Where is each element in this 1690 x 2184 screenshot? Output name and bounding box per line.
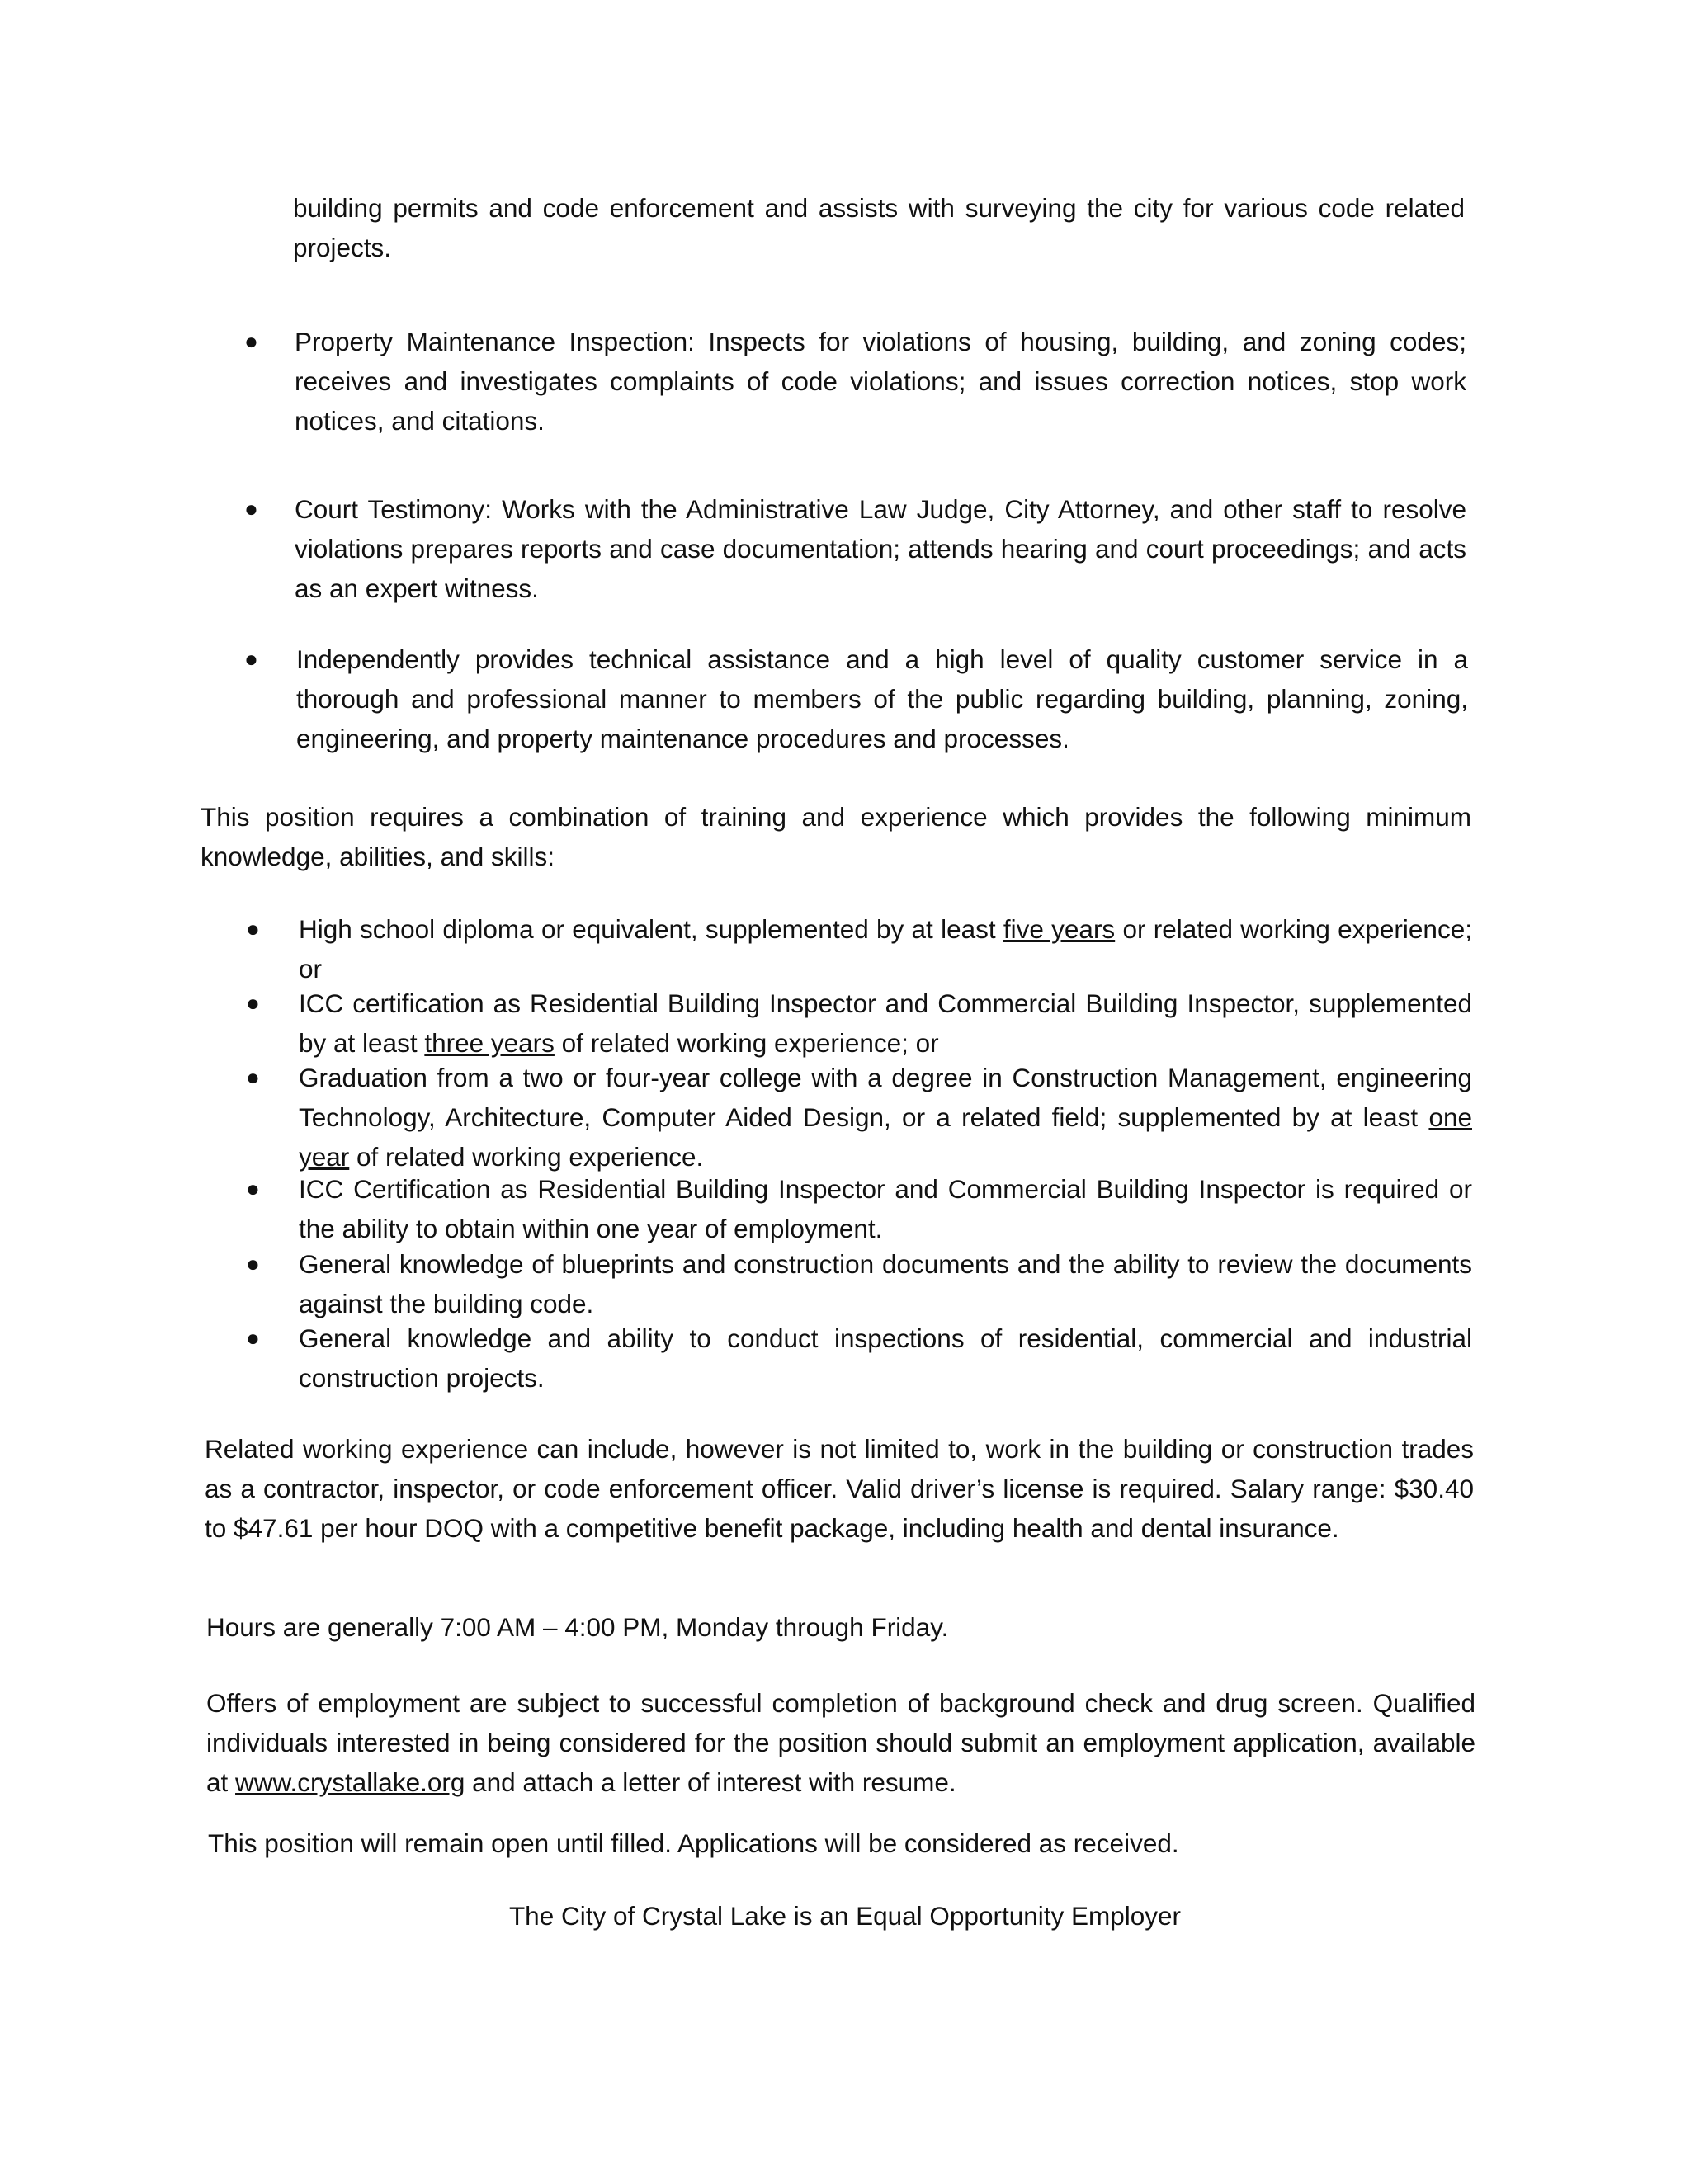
duty-lead: Court Testimony: <box>295 494 493 524</box>
requirement-item <box>299 984 1472 1063</box>
hours-paragraph: Hours are generally 7:00 AM – 4:00 PM, Monday through Friday. <box>206 1612 949 1642</box>
duty-text: Works with the Administrative Law Judge, City Attorney, and other staff to resolve violations prepares reports and case documentation; attends hearing and court proceedings; and acts as an expert witness. <box>295 494 1466 603</box>
requirement-item <box>299 1169 1472 1248</box>
bullet-icon: ● <box>246 1064 260 1090</box>
requirement-item <box>299 1244 1472 1323</box>
duty-lead: Property Maintenance Inspection: <box>295 327 695 356</box>
requirement-text: General knowledge and ability to conduct inspections of residential, commercial and industrial construction projects. <box>299 1323 1472 1393</box>
bullet-icon: ● <box>246 1176 260 1201</box>
intro-continuation: building permits and code enforcement and assists with surveying the city for various code related projects. <box>293 193 1465 262</box>
requirement-text: High school diploma or equivalent, supplemented by at least <box>299 914 1003 944</box>
bullet-icon: ● <box>246 916 260 941</box>
offers-text: Offers of employment are subject to successful completion of background check and drug screen. Qualified individuals interested in being considered for the position should submit an employment application, available at <box>206 1688 1475 1797</box>
bullet-icon: ● <box>244 328 258 354</box>
requirement-emphasis: five years <box>1003 914 1116 944</box>
duty-item <box>295 322 1466 441</box>
requirement-emphasis: one year <box>299 1102 1472 1172</box>
duty-text: Inspects for violations of housing, building, and zoning codes; receives and investigates complaints of code violations; and issues correction notices, stop work notices, and citations. <box>295 327 1466 436</box>
requirement-item <box>299 909 1472 988</box>
duty-text: Independently provides technical assistance and a high level of quality customer service in a thorough and professional manner to members of the public regarding building, planning, zoning, engineering, and property maintenance procedures and processes. <box>296 644 1468 753</box>
bullet-icon: ● <box>246 1251 260 1276</box>
requirement-text: Graduation from a two or four-year college with a degree in Construction Management, engineering Technology, Architecture, Computer Aided Design, or a related field; supplemented by at least <box>299 1063 1472 1132</box>
website-link[interactable]: www.crystallake.org <box>235 1767 465 1797</box>
open-until-paragraph: This position will remain open until filled. Applications will be considered as received. <box>208 1828 1179 1858</box>
bullet-icon: ● <box>246 990 260 1016</box>
requirement-item <box>299 1318 1472 1398</box>
bullet-icon: ● <box>244 646 258 672</box>
requirement-text: ICC Certification as Residential Building Inspector and Commercial Building Inspector is required or the ability to obtain within one year of employment. <box>299 1174 1472 1243</box>
requirement-emphasis: three years <box>424 1028 555 1058</box>
requirement-text-end: of related working experience; or <box>554 1028 939 1058</box>
offers-paragraph <box>206 1683 1475 1802</box>
requirements-intro: This position requires a combination of training and experience which provides the following minimum knowledge, abilities, and skills: <box>201 802 1471 871</box>
requirement-text-end: of related working experience. <box>349 1142 704 1172</box>
related-experience-paragraph: Related working experience can include, however is not limited to, work in the building or construction trades as a contractor, inspector, or code enforcement officer. Valid driver’s license is required. Salary range: $30.40 to $47.61 per hour DOQ with a competitive benefit package, including health and dental insurance. <box>205 1434 1474 1543</box>
requirement-text-end: or related working experience; or <box>299 914 1472 984</box>
duty-item <box>296 639 1468 758</box>
equal-opportunity-footer: The City of Crystal Lake is an Equal Opportunity Employer <box>508 1901 1182 1931</box>
duty-item <box>295 489 1466 608</box>
bullet-icon: ● <box>244 496 258 521</box>
bullet-icon: ● <box>246 1325 260 1351</box>
offers-text-end: and attach a letter of interest with resume. <box>465 1767 956 1797</box>
requirement-item <box>299 1058 1472 1177</box>
requirement-text: ICC certification as Residential Building Inspector and Commercial Building Inspector, supplemented by at least <box>299 988 1472 1058</box>
requirement-text: General knowledge of blueprints and construction documents and the ability to review the documents against the building code. <box>299 1249 1472 1318</box>
